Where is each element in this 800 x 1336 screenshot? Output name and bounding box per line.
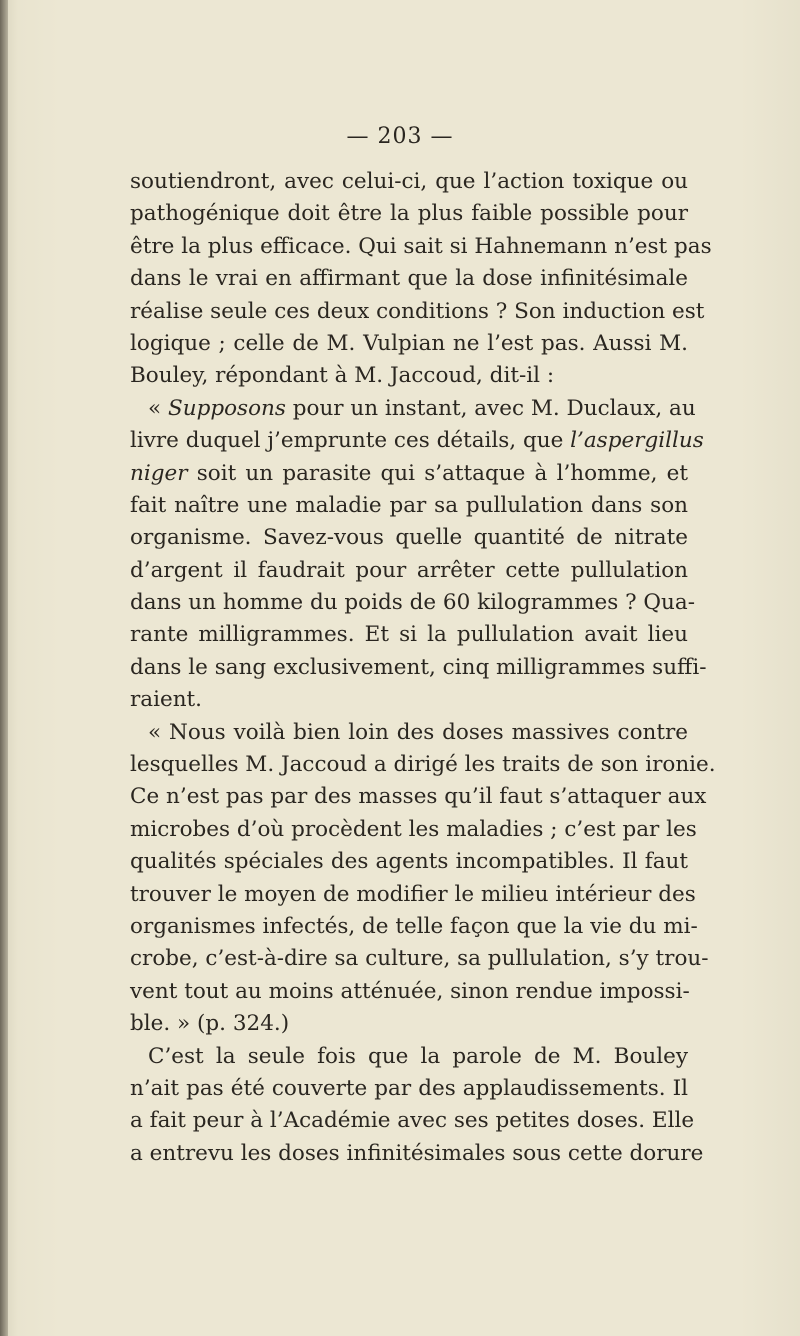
- text-line: qualités spéciales des agents incompatibles. Il faut: [130, 849, 688, 875]
- text-line: d’argent il faudrait pour arrêter cette pullulation: [130, 557, 688, 583]
- text-line: crobe, c’est-à-dire sa culture, sa pullulation, s’y trou-: [130, 946, 709, 972]
- text-line: [130, 425, 704, 457]
- text-run: «: [148, 395, 168, 421]
- text-line: ble. » (p. 324.): [130, 1011, 290, 1037]
- text-line: dans le sang exclusivement, cinq milligrammes suffi-: [130, 654, 707, 680]
- text-line: n’ait pas été couverte par des applaudissements. Il: [130, 1075, 688, 1101]
- italic-text: Supposons: [168, 395, 286, 421]
- text-line: a fait peur à l’Académie avec ses petites doses. Elle: [130, 1108, 695, 1134]
- text-line: « Nous voilà bien loin des doses massives contre: [148, 719, 688, 745]
- text-line: a entrevu les doses infinitésimales sous cette dorure: [130, 1140, 704, 1166]
- text-line: soutiendront, avec celui-ci, que l’action toxique ou: [130, 169, 688, 194]
- text-line: être la plus efficace. Qui sait si Hahnemann n’est pas: [130, 233, 712, 259]
- text-line: vent tout au moins atténuée, sinon rendue impossi-: [130, 978, 690, 1004]
- text-line: [130, 393, 696, 425]
- text-line: Bouley, répondant à M. Jaccoud, dit-il :: [130, 363, 555, 389]
- text-line: fait naître une maladie par sa pullulation dans son: [130, 492, 688, 518]
- italic-text: niger: [130, 460, 188, 486]
- text-run: pour un instant, avec M. Duclaux, au: [285, 395, 696, 421]
- text-line: rante milligrammes. Et si la pullulation avait lieu: [130, 622, 688, 648]
- text-run: livre duquel j’emprunte ces détails, que: [130, 428, 571, 454]
- text-run: soit un parasite qui s’attaque à l’homme, et: [187, 460, 688, 486]
- text-line: dans un homme du poids de 60 kilogrammes ? Qua-: [130, 590, 695, 616]
- text-line: pathogénique doit être la plus faible possible pour: [130, 201, 688, 227]
- text-line: Ce n’est pas par des masses qu’il faut s’attaquer aux: [130, 784, 707, 810]
- text-line: C’est la seule fois que la parole de M. Bouley: [148, 1043, 688, 1069]
- book-spine-shadow: [0, 0, 8, 1336]
- text-line: réalise seule ces deux conditions ? Son induction est: [130, 298, 705, 324]
- text-line: dans le vrai en affirmant que la dose infinitésimale: [130, 266, 688, 292]
- text-line: microbes d’où procèdent les maladies ; c’est par les: [130, 816, 697, 842]
- body-text: [130, 166, 716, 1170]
- text-line: [130, 458, 688, 490]
- text-line: trouver le moyen de modifier le milieu intérieur des: [130, 881, 696, 907]
- italic-text: l’aspergillus: [570, 428, 704, 454]
- text-line: raient.: [130, 687, 203, 713]
- text-line: logique ; celle de M. Vulpian ne l’est pas. Aussi M.: [130, 330, 688, 356]
- text-line: organisme. Savez-vous quelle quantité de nitrate: [130, 525, 688, 551]
- text-line: lesquelles M. Jaccoud a dirigé les traits de son ironie.: [130, 752, 716, 778]
- page-number: — 203 —: [346, 124, 454, 149]
- text-line: organismes infectés, de telle façon que la vie du mi-: [130, 913, 698, 939]
